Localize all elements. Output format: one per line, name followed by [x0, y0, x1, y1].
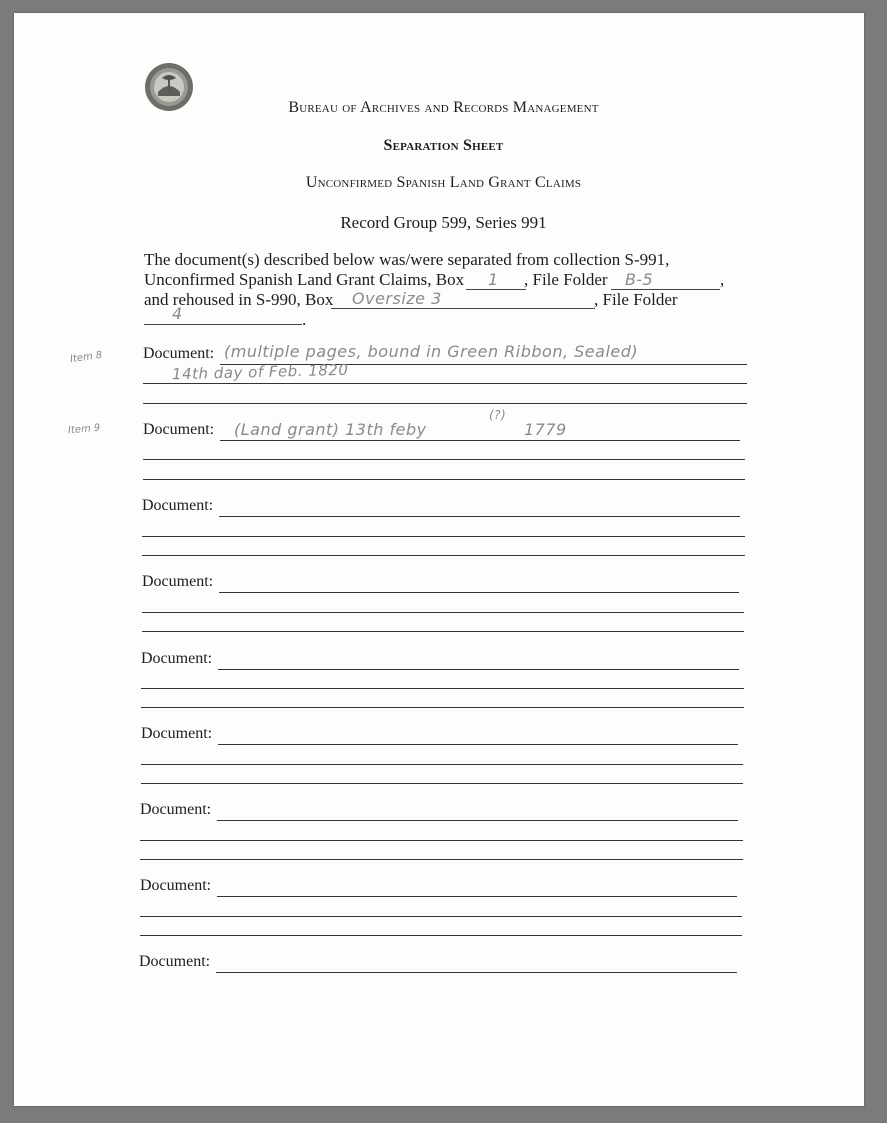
- document-1-line-3: [143, 403, 747, 404]
- document-1-handwritten-line-1: (multiple pages, bound in Green Ribbon, Sealed): [224, 342, 639, 361]
- document-label-7: Document:: [140, 801, 212, 818]
- handwritten-file-folder: B-5: [625, 270, 654, 289]
- handwritten-new-box: Oversize 3: [352, 289, 442, 308]
- handwritten-box: 1: [488, 270, 499, 289]
- sheet-title: Separation Sheet: [383, 137, 504, 154]
- document-label-1: Document:: [143, 345, 215, 362]
- document-2-handwritten-year: 1779: [524, 420, 567, 439]
- paragraph-line-3b: , File Folder: [594, 290, 678, 309]
- document-5-line-2: [141, 688, 744, 689]
- document-4-line-3: [142, 631, 744, 632]
- paragraph-line-4-end: .: [302, 310, 307, 329]
- paragraph-line-3a: and rehoused in S-990, Box: [144, 290, 334, 309]
- new-box-blank: [331, 308, 595, 309]
- document-7-line-1: [217, 820, 738, 821]
- record-group: Record Group 599, Series 991: [340, 213, 547, 232]
- paragraph-line-2a: Unconfirmed Spanish Land Grant Claims, Box: [144, 270, 465, 289]
- document-3-line-3: [142, 555, 745, 556]
- document-label-4: Document:: [142, 573, 214, 590]
- document-2-line-1: [220, 440, 740, 441]
- document-8-line-1: [217, 896, 737, 897]
- handwritten-new-file-folder: 4: [172, 304, 183, 323]
- document-6-line-1: [218, 744, 738, 745]
- document-label-9: Document:: [139, 953, 211, 970]
- document-label-8: Document:: [140, 877, 212, 894]
- document-2-handwritten-line-1: (Land grant) 13th feby: [234, 420, 427, 439]
- document-2-handwritten-question: (?): [489, 408, 507, 422]
- document-4-line-2: [142, 612, 744, 613]
- margin-note-item-9: Item 9: [67, 422, 101, 437]
- document-5-line-3: [141, 707, 744, 708]
- document-1-handwritten-line-2: 14th day of Feb. 1820: [171, 360, 349, 384]
- bureau-title: Bureau of Archives and Records Management: [288, 99, 599, 116]
- document-4-line-1: [219, 592, 739, 593]
- document-6-line-2: [141, 764, 743, 765]
- document-1-line-2: [143, 383, 747, 384]
- document-7-line-2: [140, 840, 743, 841]
- document-label-5: Document:: [141, 650, 213, 667]
- margin-note-item-8: Item 8: [69, 349, 103, 366]
- paragraph-line-2b: , File Folder: [524, 270, 608, 289]
- document-9-line-1: [216, 972, 737, 973]
- document-2-line-3: [143, 479, 745, 480]
- paragraph-line-2c: ,: [720, 270, 725, 289]
- document-6-line-3: [141, 783, 743, 784]
- document-label-2: Document:: [143, 421, 215, 438]
- document-5-line-1: [218, 669, 739, 670]
- document-7-line-3: [140, 859, 743, 860]
- box-blank: [466, 289, 526, 290]
- paragraph-line-1: The document(s) described below was/were separated from collection S-991,: [144, 250, 670, 269]
- document-8-line-3: [140, 935, 742, 936]
- document-3-line-2: [142, 536, 745, 537]
- document-3-line-1: [219, 516, 740, 517]
- document-label-3: Document:: [142, 497, 214, 514]
- document-label-6: Document:: [141, 725, 213, 742]
- document-8-line-2: [140, 916, 742, 917]
- new-file-folder-blank: [144, 324, 302, 325]
- collection-title: Unconfirmed Spanish Land Grant Claims: [305, 174, 582, 191]
- document-2-line-2: [143, 459, 745, 460]
